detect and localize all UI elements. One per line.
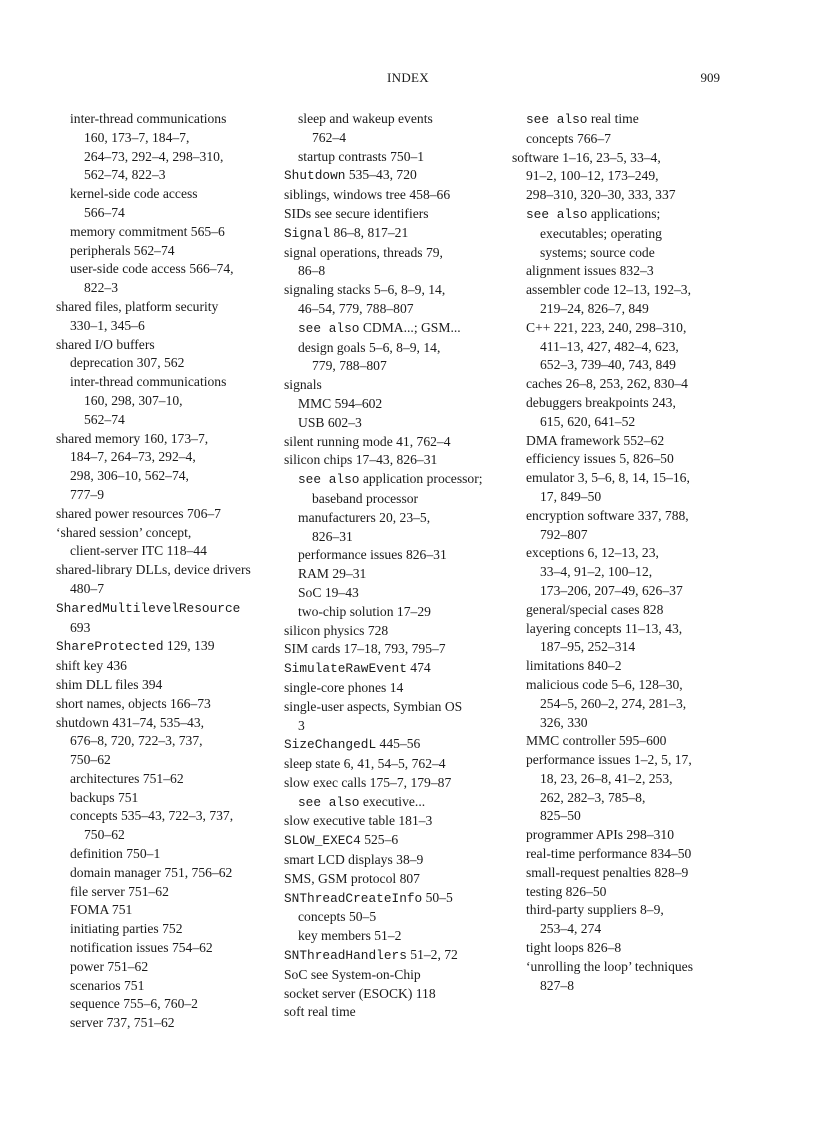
index-entry [56, 637, 272, 657]
index-entry [284, 966, 498, 985]
index-entry [284, 755, 498, 774]
entry-text: 762–4 [312, 129, 346, 145]
entry-text: architectures 751–62 [70, 770, 184, 786]
entry-text: SIM cards 17–18, 793, 795–7 [284, 641, 446, 657]
entry-text: encryption software 337, 788, [526, 507, 689, 523]
index-subentry [56, 1014, 272, 1033]
entry-text: RAM 29–31 [298, 566, 367, 582]
entry-text: kernel-side code access [70, 186, 198, 202]
index-entry [284, 851, 498, 870]
entry-text: 254–5, 260–2, 274, 281–3, [540, 695, 687, 711]
entry-text: sequence 755–6, 760–2 [70, 996, 198, 1012]
code-term: SNThreadHandlers [284, 948, 407, 964]
index-subentry [284, 319, 498, 339]
code-term: see also [298, 472, 360, 488]
index-entry [56, 505, 272, 524]
index-entry [284, 946, 498, 966]
entry-text: single-core phones 14 [284, 679, 404, 695]
index-subentry [512, 620, 732, 658]
entry-text: 50–5 [422, 889, 453, 905]
entry-text: third-party suppliers 8–9, [526, 902, 664, 918]
index-subentry [56, 770, 272, 789]
index-subentry [284, 110, 498, 148]
index-subentry [56, 995, 272, 1014]
index-subentry [512, 958, 732, 996]
entry-text: 777–9 [70, 486, 104, 502]
index-entry [284, 735, 498, 755]
entry-text: systems; source code [540, 244, 655, 260]
entry-text: server 737, 751–62 [70, 1015, 175, 1031]
entry-text: executive... [359, 793, 426, 809]
entry-text: peripherals 562–74 [70, 242, 175, 258]
code-term: see also [298, 320, 360, 336]
index-entry [56, 561, 272, 599]
index-column-2 [284, 110, 498, 1022]
index-entry [284, 224, 498, 244]
index-entry [284, 622, 498, 641]
index-entry [284, 985, 498, 1004]
entry-text: C++ 221, 223, 240, 298–310, [526, 319, 687, 335]
entry-text: MMC 594–602 [298, 395, 383, 411]
entry-text: 750–62 [84, 827, 125, 843]
index-subentry [56, 883, 272, 902]
entry-text: testing 826–50 [526, 883, 607, 899]
entry-text: CDMA...; GSM... [359, 319, 461, 335]
entry-text: design goals 5–6, 8–9, 14, [298, 339, 441, 355]
index-subentry [512, 450, 732, 469]
entry-text: 474 [406, 660, 431, 676]
entry-text: SoC see System-on-Chip [284, 966, 421, 982]
entry-text: shared memory 160, 173–7, [56, 430, 209, 446]
entry-text: alignment issues 832–3 [526, 263, 654, 279]
entry-text: 445–56 [376, 736, 421, 752]
index-subentry [56, 223, 272, 242]
index-entry [284, 870, 498, 889]
index-entry [56, 676, 272, 695]
index-subentry [512, 901, 732, 939]
index-subentry [512, 657, 732, 676]
entry-text: 219–24, 826–7, 849 [540, 300, 649, 316]
entry-text: 262, 282–3, 785–8, [540, 789, 646, 805]
index-entry [284, 679, 498, 698]
index-entry [284, 698, 498, 736]
entry-text: 187–95, 252–314 [540, 639, 636, 655]
entry-text: memory commitment 565–6 [70, 223, 225, 239]
entry-text: domain manager 751, 756–62 [70, 864, 233, 880]
code-term: SNThreadCreateInfo [284, 890, 423, 906]
index-subentry [512, 883, 732, 902]
index-subentry [284, 565, 498, 584]
page-number: 909 [700, 70, 720, 85]
index-subentry [512, 205, 732, 262]
index-subentry [284, 603, 498, 622]
entry-text: 827–8 [540, 977, 574, 993]
entry-text: real time [587, 111, 639, 126]
entry-text: key members 51–2 [298, 928, 402, 944]
index-subentry [56, 920, 272, 939]
entry-text: assembler code 12–13, 192–3, [526, 282, 691, 298]
index-subentry [56, 789, 272, 808]
entry-text: 298–310, 320–30, 333, 337 [526, 187, 676, 203]
index-subentry [512, 751, 732, 826]
code-term: SimulateRawEvent [284, 661, 407, 677]
entry-text: definition 750–1 [70, 846, 161, 862]
index-subentry [56, 958, 272, 977]
index-subentry [56, 354, 272, 373]
entry-text: concepts 535–43, 722–3, 737, [70, 808, 234, 824]
index-entry [56, 657, 272, 676]
entry-text: single-user aspects, Symbian OS [284, 698, 463, 714]
entry-text: SoC 19–43 [298, 584, 359, 600]
entry-text: manufacturers 20, 23–5, [298, 509, 431, 525]
index-entry [56, 599, 272, 638]
code-term: Signal [284, 225, 331, 241]
entry-text: SIDs see secure identifiers [284, 205, 429, 221]
entry-text: exceptions 6, 12–13, 23, [526, 545, 659, 561]
entry-text: notification issues 754–62 [70, 940, 213, 956]
index-subentry [56, 901, 272, 920]
entry-text: 46–54, 779, 788–807 [298, 300, 414, 316]
entry-text: user-side code access 566–74, [70, 261, 234, 277]
index-entry [284, 1003, 498, 1022]
index-subentry [512, 864, 732, 883]
entry-text: debuggers breakpoints 243, [526, 394, 676, 410]
entry-text: 652–3, 739–40, 743, 849 [540, 357, 676, 373]
entry-text: shared power resources 706–7 [56, 505, 221, 521]
entry-text: 173–206, 207–49, 626–37 [540, 582, 683, 598]
entry-text: 17, 849–50 [540, 488, 602, 504]
entry-text: 535–43, 720 [345, 167, 417, 183]
index-subentry [284, 793, 498, 813]
entry-text: ‘unrolling the loop’ techniques [526, 958, 693, 974]
index-column-1 [56, 110, 272, 1033]
index-subentry [512, 732, 732, 751]
index-entry [284, 812, 498, 831]
index-subentry [284, 509, 498, 547]
code-term: SharedMultilevelResource [56, 600, 241, 616]
index-entry [284, 640, 498, 659]
entry-text: baseband processor [312, 490, 419, 506]
entry-text: inter-thread communications [70, 374, 227, 390]
index-entry [284, 433, 498, 452]
index-column-3 [512, 110, 732, 995]
entry-text: signals [284, 377, 322, 393]
entry-text: shim DLL files 394 [56, 676, 163, 692]
index-entry [284, 205, 498, 224]
entry-text: 3 [298, 717, 305, 733]
entry-text: 825–50 [540, 808, 581, 824]
entry-text: applications; [587, 205, 661, 221]
code-term: SLOW_EXEC4 [284, 833, 361, 849]
entry-text: 86–8 [298, 263, 326, 279]
index-subentry [512, 601, 732, 620]
index-subentry [284, 908, 498, 927]
index-subentry [284, 927, 498, 946]
entry-text: 18, 23, 26–8, 41–2, 253, [540, 770, 673, 786]
index-subentry [512, 676, 732, 732]
entry-text: concepts 766–7 [526, 130, 611, 146]
entry-text: layering concepts 11–13, 43, [526, 620, 683, 636]
index-subentry [512, 544, 732, 600]
entry-text: 253–4, 274 [540, 921, 602, 937]
entry-text: socket server (ESOCK) 118 [284, 985, 436, 1001]
entry-text: short names, objects 166–73 [56, 695, 211, 711]
entry-text: 826–31 [312, 528, 353, 544]
index-subentry [512, 375, 732, 394]
entry-text: sleep state 6, 41, 54–5, 762–4 [284, 756, 446, 772]
entry-text: emulator 3, 5–6, 8, 14, 15–16, [526, 470, 690, 486]
entry-text: FOMA 751 [70, 902, 133, 918]
entry-text: sleep and wakeup events [298, 111, 433, 126]
code-term: ShareProtected [56, 639, 164, 655]
entry-text: file server 751–62 [70, 883, 169, 899]
entry-text: DMA framework 552–62 [526, 432, 665, 448]
entry-text: 160, 173–7, 184–7, [84, 129, 190, 145]
index-entry [284, 659, 498, 679]
entry-text: small-request penalties 828–9 [526, 864, 689, 880]
entry-text: software 1–16, 23–5, 33–4, [512, 149, 661, 165]
entry-text: 562–74, 822–3 [84, 167, 166, 183]
entry-text: 411–13, 427, 482–4, 623, [540, 338, 679, 354]
entry-text: 822–3 [84, 280, 118, 296]
index-entry [56, 430, 272, 505]
index-subentry [512, 319, 732, 375]
entry-text: 750–62 [70, 752, 111, 768]
index-entry [284, 774, 498, 793]
code-term: see also [526, 112, 588, 127]
code-term: Shutdown [284, 168, 346, 184]
entry-text: silicon physics 728 [284, 622, 389, 638]
index-subentry [284, 395, 498, 414]
entry-text: efficiency issues 5, 826–50 [526, 451, 674, 467]
entry-text: shared files, platform security [56, 298, 219, 314]
entry-text: 184–7, 264–73, 292–4, [70, 449, 196, 465]
entry-text: performance issues 826–31 [298, 547, 447, 563]
entry-text: 326, 330 [540, 714, 588, 730]
entry-text: inter-thread communications [70, 111, 227, 126]
index-entry [284, 281, 498, 319]
entry-text: siblings, windows tree 458–66 [284, 187, 451, 203]
entry-text: signaling stacks 5–6, 8–9, 14, [284, 282, 446, 298]
entry-text: scenarios 751 [70, 977, 145, 993]
index-entry [284, 186, 498, 205]
index-subentry [56, 260, 272, 298]
entry-text: backups 751 [70, 789, 139, 805]
entry-text: 33–4, 91–2, 100–12, [540, 564, 653, 580]
entry-text: executables; operating [540, 225, 662, 241]
index-subentry [56, 977, 272, 996]
index-subentry [284, 339, 498, 377]
index-subentry [512, 281, 732, 319]
entry-text: 480–7 [70, 580, 104, 596]
entry-text: 615, 620, 641–52 [540, 413, 636, 429]
entry-text: ‘shared session’ concept, [56, 524, 192, 540]
entry-text: shift key 436 [56, 658, 127, 674]
entry-text: startup contrasts 750–1 [298, 148, 425, 164]
index-entry [56, 336, 272, 355]
index-subentry [284, 546, 498, 565]
entry-text: 86–8, 817–21 [330, 224, 409, 240]
running-header [0, 70, 816, 90]
entry-text: 51–2, 72 [406, 947, 458, 963]
index-entry [56, 695, 272, 714]
index-subentry [284, 414, 498, 433]
entry-text: 160, 298, 307–10, [84, 392, 183, 408]
index-subentry [56, 864, 272, 883]
index-subentry [56, 845, 272, 864]
index-subentry [56, 242, 272, 261]
entry-text: 298, 306–10, 562–74, [70, 468, 189, 484]
entry-text: 693 [70, 619, 91, 635]
entry-text: signal operations, threads 79, [284, 244, 443, 260]
entry-text: slow executive table 181–3 [284, 813, 433, 829]
index-subentry [512, 507, 732, 545]
index-subentry [512, 110, 732, 130]
index-subentry [56, 939, 272, 958]
entry-text: 129, 139 [163, 638, 215, 654]
entry-text: slow exec calls 175–7, 179–87 [284, 774, 452, 790]
entry-text: deprecation 307, 562 [70, 355, 185, 371]
index-subentry [56, 110, 272, 185]
entry-text: 91–2, 100–12, 173–249, [526, 168, 659, 184]
index-subentry [56, 807, 272, 845]
index-subentry [512, 939, 732, 958]
entry-text: 525–6 [360, 832, 399, 848]
entry-text: 264–73, 292–4, 298–310, [84, 148, 224, 164]
index-entry [56, 714, 272, 770]
index-entry [56, 524, 272, 562]
entry-text: caches 26–8, 253, 262, 830–4 [526, 376, 688, 392]
index-subentry [512, 394, 732, 432]
index-entry [56, 298, 272, 336]
entry-text: concepts 50–5 [298, 909, 377, 925]
entry-text: general/special cases 828 [526, 601, 664, 617]
entry-text: soft real time [284, 1004, 356, 1020]
entry-text: power 751–62 [70, 958, 149, 974]
entry-text: client-server ITC 118–44 [70, 543, 207, 559]
header-title: INDEX [387, 70, 429, 85]
entry-text: 330–1, 345–6 [70, 317, 145, 333]
entry-text: SMS, GSM protocol 807 [284, 870, 420, 886]
entry-text: programmer APIs 298–310 [526, 827, 675, 843]
index-subentry [512, 130, 732, 149]
index-entry [284, 244, 498, 282]
entry-text: 779, 788–807 [312, 358, 387, 374]
entry-text: silicon chips 17–43, 826–31 [284, 452, 438, 468]
index-entry [284, 831, 498, 851]
index-subentry [284, 584, 498, 603]
index-subentry [512, 432, 732, 451]
index-entry [284, 376, 498, 395]
index-entry [284, 889, 498, 909]
entry-text: initiating parties 752 [70, 921, 183, 937]
index-subentry [56, 373, 272, 429]
index-subentry [512, 826, 732, 845]
entry-text: performance issues 1–2, 5, 17, [526, 752, 692, 768]
entry-text: application processor; [359, 471, 483, 487]
index-entry [284, 166, 498, 186]
code-term: see also [526, 206, 588, 222]
code-term: see also [298, 794, 360, 810]
code-term: SizeChangedL [284, 737, 377, 753]
index-entry [284, 451, 498, 470]
entry-text: smart LCD displays 38–9 [284, 852, 424, 868]
entry-text: shared I/O buffers [56, 336, 155, 352]
entry-text: tight loops 826–8 [526, 940, 622, 956]
entry-text: 676–8, 720, 722–3, 737, [70, 733, 203, 749]
entry-text: 792–807 [540, 526, 588, 542]
entry-text: USB 602–3 [298, 414, 362, 430]
entry-text: MMC controller 595–600 [526, 733, 667, 749]
entry-text: shutdown 431–74, 535–43, [56, 714, 205, 730]
entry-text: limitations 840–2 [526, 658, 622, 674]
entry-text: 566–74 [84, 204, 125, 220]
index-subentry [284, 470, 498, 509]
entry-text: silent running mode 41, 762–4 [284, 433, 451, 449]
index-subentry [56, 185, 272, 223]
index-subentry [284, 148, 498, 167]
entry-text: malicious code 5–6, 128–30, [526, 676, 683, 692]
entry-text: two-chip solution 17–29 [298, 603, 431, 619]
index-subentry [512, 469, 732, 507]
entry-text: shared-library DLLs, device drivers [56, 562, 251, 578]
index-subentry [512, 262, 732, 281]
index-entry [512, 149, 732, 205]
index-subentry [512, 845, 732, 864]
entry-text: 562–74 [84, 411, 125, 427]
entry-text: real-time performance 834–50 [526, 846, 692, 862]
